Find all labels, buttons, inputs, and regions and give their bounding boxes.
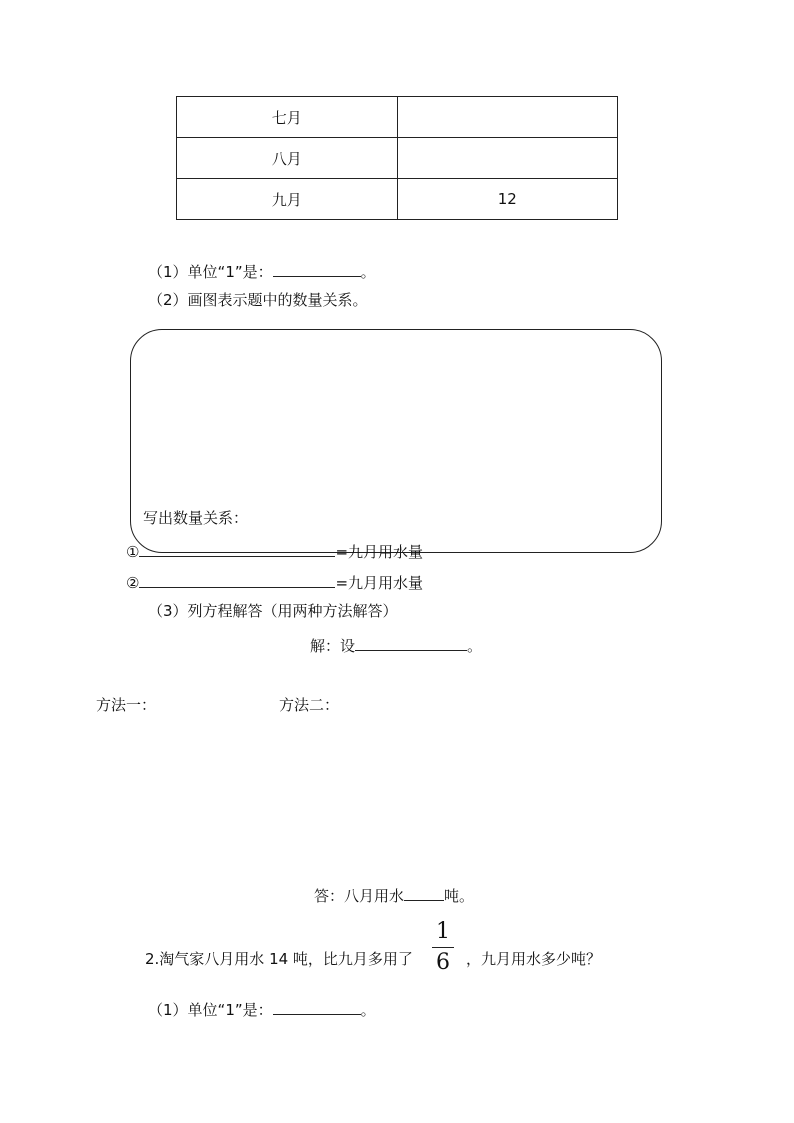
q1-unit-one-label: （1）单位“1”是： (148, 263, 273, 281)
box-instruction: 写出数量关系： (143, 509, 249, 527)
fraction-numerator: 1 (436, 919, 450, 944)
fraction-bar (432, 947, 454, 948)
table-row (177, 138, 618, 179)
q2-unit-one: （1）单位“1”是： 。 (148, 1001, 376, 1019)
method-two-label: 方法二： (279, 696, 340, 714)
relation-blank-1[interactable] (139, 542, 335, 557)
relation-blank-2[interactable] (139, 573, 335, 588)
month-cell: 九月 (177, 179, 398, 220)
q1-unit-one: （1）单位“1”是： 。 (148, 263, 376, 281)
q1-draw-instruction: （2）画图表示题中的数量关系。 (148, 291, 368, 309)
month-cell: 八月 (177, 138, 398, 179)
answer-blank[interactable] (404, 886, 444, 901)
solve-blank[interactable] (355, 636, 467, 651)
value-cell (397, 97, 618, 138)
value-cell: 12 (397, 179, 618, 220)
q2-text-before: 2.淘气家八月用水 14 吨，比九月多用了 (145, 950, 413, 968)
relation-line-1: ① =九月用水量 (126, 543, 424, 561)
water-usage-table (176, 96, 618, 220)
method-one-label: 方法一： (96, 696, 157, 714)
answer-blank[interactable] (273, 1000, 361, 1015)
answer-blank[interactable] (273, 262, 361, 277)
answer-line: 答：八月用水 吨。 (314, 887, 475, 905)
relation-line-2: ② =九月用水量 (126, 574, 424, 592)
equation-instruction: （3）列方程解答（用两种方法解答） (148, 602, 398, 620)
q2-text-after: ，九月用水多少吨？ (466, 950, 602, 968)
table-row (177, 179, 618, 220)
solve-line: 解：设 。 (310, 637, 483, 655)
table-row (177, 97, 618, 138)
fraction (431, 921, 455, 974)
month-cell: 七月 (177, 97, 398, 138)
value-cell (397, 138, 618, 179)
fraction-denominator: 6 (436, 950, 450, 975)
